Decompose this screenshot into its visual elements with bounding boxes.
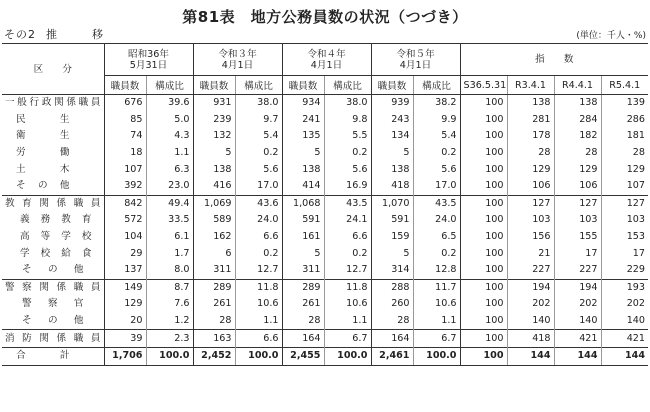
cell-value: 931: [193, 95, 235, 112]
cell-value: 2,461: [371, 347, 413, 365]
cell-value: 140: [554, 313, 601, 330]
cell-value: 100: [460, 229, 507, 246]
cell-value: 24.0: [235, 212, 282, 229]
table-body: [2, 95, 648, 366]
cell-value: 28: [193, 313, 235, 330]
cell-value: 202: [601, 296, 648, 313]
cell-value: 1,070: [371, 195, 413, 212]
row-label: 土木: [2, 161, 104, 178]
cell-value: 103: [507, 212, 554, 229]
cell-value: 11.8: [324, 279, 371, 296]
cell-value: 5: [371, 245, 413, 262]
cell-value: 164: [282, 330, 324, 348]
table-row: [2, 313, 648, 330]
cell-value: 289: [282, 279, 324, 296]
cell-value: 202: [554, 296, 601, 313]
cell-value: 281: [507, 112, 554, 129]
cell-value: 5.6: [324, 161, 371, 178]
row-label: 一般行政関係職員: [2, 95, 104, 112]
cell-value: 49.4: [146, 195, 193, 212]
table-row: [2, 262, 648, 279]
header-count: 職員数: [371, 76, 413, 95]
cell-value: 17: [554, 245, 601, 262]
table-row: [2, 195, 648, 212]
unit-label: (単位：千人・%): [576, 31, 646, 41]
header-index-col: S36.5.31: [460, 76, 507, 95]
table-row: [2, 229, 648, 246]
cell-value: 229: [601, 262, 648, 279]
cell-value: 153: [601, 229, 648, 246]
cell-value: 140: [601, 313, 648, 330]
cell-value: 144: [554, 347, 601, 365]
cell-value: 1,069: [193, 195, 235, 212]
cell-value: 1.1: [413, 313, 460, 330]
header-ratio: 構成比: [146, 76, 193, 95]
cell-value: 261: [193, 296, 235, 313]
cell-value: 144: [601, 347, 648, 365]
cell-value: 392: [104, 178, 146, 195]
cell-value: 162: [193, 229, 235, 246]
header-ratio: 構成比: [324, 76, 371, 95]
row-label: 労働: [2, 145, 104, 162]
cell-value: 100: [460, 95, 507, 112]
cell-value: 418: [371, 178, 413, 195]
cell-value: 156: [507, 229, 554, 246]
cell-value: 6.1: [146, 229, 193, 246]
cell-value: 284: [554, 112, 601, 129]
cell-value: 286: [601, 112, 648, 129]
cell-value: 24.0: [413, 212, 460, 229]
cell-value: 288: [371, 279, 413, 296]
table-row: [2, 145, 648, 162]
cell-value: 100: [460, 112, 507, 129]
cell-value: 10.6: [324, 296, 371, 313]
cell-value: 100: [460, 161, 507, 178]
cell-value: 227: [507, 262, 554, 279]
cell-value: 100.0: [413, 347, 460, 365]
cell-value: 28: [554, 145, 601, 162]
cell-value: 23.0: [146, 178, 193, 195]
cell-value: 1,068: [282, 195, 324, 212]
subtitle: [4, 26, 115, 42]
table-header: [2, 44, 648, 95]
cell-value: 127: [554, 195, 601, 212]
cell-value: 243: [371, 112, 413, 129]
row-label: その他: [2, 178, 104, 195]
header-period-2: [282, 44, 371, 76]
cell-value: 418: [507, 330, 554, 348]
cell-value: 163: [193, 330, 235, 348]
cell-value: 572: [104, 212, 146, 229]
cell-value: 0.2: [324, 145, 371, 162]
cell-value: 421: [601, 330, 648, 348]
header-period-line: 令和４年: [307, 48, 346, 60]
cell-value: 8.0: [146, 262, 193, 279]
cell-value: 85: [104, 112, 146, 129]
cell-value: 842: [104, 195, 146, 212]
subtitle-part: その2: [4, 28, 36, 41]
header-period-line: 4月1日: [310, 59, 343, 71]
cell-value: 676: [104, 95, 146, 112]
row-label: 合計: [2, 347, 104, 365]
cell-value: 39.6: [146, 95, 193, 112]
cell-value: 100: [460, 212, 507, 229]
cell-value: 182: [554, 128, 601, 145]
cell-value: 138: [507, 95, 554, 112]
header-index-col: R4.4.1: [554, 76, 601, 95]
cell-value: 2,452: [193, 347, 235, 365]
cell-value: 181: [601, 128, 648, 145]
cell-value: 5.4: [413, 128, 460, 145]
cell-value: 43.5: [413, 195, 460, 212]
cell-value: 43.6: [235, 195, 282, 212]
header-ratio: 構成比: [235, 76, 282, 95]
header-count: 職員数: [104, 76, 146, 95]
table-row: [2, 128, 648, 145]
cell-value: 161: [282, 229, 324, 246]
cell-value: 39: [104, 330, 146, 348]
cell-value: 5: [371, 145, 413, 162]
header-period-line: 4月1日: [221, 59, 254, 71]
cell-value: 164: [371, 330, 413, 348]
cell-value: 0.2: [413, 245, 460, 262]
cell-value: 38.0: [324, 95, 371, 112]
cell-value: 132: [193, 128, 235, 145]
page-title: 第81表 地方公務員数の状況（つづき）: [182, 8, 468, 26]
table-row: [2, 161, 648, 178]
header-period-line: 4月1日: [399, 59, 432, 71]
row-label: その他: [2, 262, 104, 279]
staff-table: [2, 43, 648, 366]
cell-value: 28: [601, 145, 648, 162]
cell-value: 74: [104, 128, 146, 145]
cell-value: 239: [193, 112, 235, 129]
cell-value: 5.4: [235, 128, 282, 145]
cell-value: 107: [601, 178, 648, 195]
cell-value: 1,706: [104, 347, 146, 365]
cell-value: 127: [507, 195, 554, 212]
table-row: [2, 296, 648, 313]
cell-value: 106: [554, 178, 601, 195]
cell-value: 0.2: [235, 145, 282, 162]
cell-value: 178: [507, 128, 554, 145]
cell-value: 17.0: [413, 178, 460, 195]
cell-value: 129: [104, 296, 146, 313]
cell-value: 16.9: [324, 178, 371, 195]
cell-value: 241: [282, 112, 324, 129]
cell-value: 11.8: [235, 279, 282, 296]
table-row: [2, 178, 648, 195]
row-label: 民生: [2, 112, 104, 129]
cell-value: 10.6: [413, 296, 460, 313]
cell-value: 100: [460, 347, 507, 365]
cell-value: 289: [193, 279, 235, 296]
cell-value: 591: [282, 212, 324, 229]
cell-value: 6: [193, 245, 235, 262]
cell-value: 5: [282, 145, 324, 162]
cell-value: 103: [554, 212, 601, 229]
cell-value: 193: [601, 279, 648, 296]
cell-value: 135: [282, 128, 324, 145]
cell-value: 1.7: [146, 245, 193, 262]
row-label: 教育関係職員: [2, 195, 104, 212]
cell-value: 416: [193, 178, 235, 195]
cell-value: 28: [507, 145, 554, 162]
row-label: その他: [2, 313, 104, 330]
table-row: [2, 245, 648, 262]
header-period-1: [193, 44, 282, 76]
cell-value: 1.1: [146, 145, 193, 162]
cell-value: 6.6: [324, 229, 371, 246]
cell-value: 311: [282, 262, 324, 279]
cell-value: 28: [282, 313, 324, 330]
cell-value: 1.1: [235, 313, 282, 330]
cell-value: 100: [460, 145, 507, 162]
header-period-line: 5月31日: [129, 59, 168, 71]
cell-value: 414: [282, 178, 324, 195]
row-label: 義務教育: [2, 212, 104, 229]
cell-value: 129: [554, 161, 601, 178]
cell-value: 29: [104, 245, 146, 262]
header-period-3: [371, 44, 460, 76]
cell-value: 155: [554, 229, 601, 246]
cell-value: 5.5: [324, 128, 371, 145]
cell-value: 100: [460, 330, 507, 348]
cell-value: 138: [554, 95, 601, 112]
header-period-line: 令和５年: [396, 48, 435, 60]
cell-value: 5: [282, 245, 324, 262]
cell-value: 100: [460, 178, 507, 195]
cell-value: 1.1: [324, 313, 371, 330]
row-label: 警察官: [2, 296, 104, 313]
cell-value: 421: [554, 330, 601, 348]
cell-value: 127: [601, 195, 648, 212]
cell-value: 140: [507, 313, 554, 330]
cell-value: 2.3: [146, 330, 193, 348]
cell-value: 107: [104, 161, 146, 178]
cell-value: 934: [282, 95, 324, 112]
cell-value: 1.2: [146, 313, 193, 330]
cell-value: 104: [104, 229, 146, 246]
cell-value: 0.2: [324, 245, 371, 262]
table-row: [2, 212, 648, 229]
cell-value: 144: [507, 347, 554, 365]
cell-value: 7.6: [146, 296, 193, 313]
cell-value: 194: [507, 279, 554, 296]
cell-value: 129: [507, 161, 554, 178]
header-count: 職員数: [193, 76, 235, 95]
table-row: [2, 95, 648, 112]
header-category: 区 分: [2, 44, 104, 95]
cell-value: 100.0: [324, 347, 371, 365]
header-period-0: [104, 44, 193, 76]
row-label: 衛生: [2, 128, 104, 145]
cell-value: 4.3: [146, 128, 193, 145]
cell-value: 100.0: [146, 347, 193, 365]
header-count: 職員数: [282, 76, 324, 95]
cell-value: 6.5: [413, 229, 460, 246]
header-index-col: R3.4.1: [507, 76, 554, 95]
cell-value: 103: [601, 212, 648, 229]
cell-value: 6.6: [235, 330, 282, 348]
table-row: [2, 347, 648, 365]
cell-value: 159: [371, 229, 413, 246]
cell-value: 129: [601, 161, 648, 178]
row-label: 高等学校: [2, 229, 104, 246]
cell-value: 6.3: [146, 161, 193, 178]
cell-value: 138: [193, 161, 235, 178]
cell-value: 5.6: [235, 161, 282, 178]
cell-value: 12.8: [413, 262, 460, 279]
cell-value: 6.7: [413, 330, 460, 348]
cell-value: 939: [371, 95, 413, 112]
cell-value: 8.7: [146, 279, 193, 296]
cell-value: 38.0: [235, 95, 282, 112]
cell-value: 314: [371, 262, 413, 279]
cell-value: 9.7: [235, 112, 282, 129]
cell-value: 33.5: [146, 212, 193, 229]
cell-value: 43.5: [324, 195, 371, 212]
header-period-line: 昭和36年: [128, 48, 169, 60]
cell-value: 17: [601, 245, 648, 262]
cell-value: 20: [104, 313, 146, 330]
cell-value: 149: [104, 279, 146, 296]
cell-value: 17.0: [235, 178, 282, 195]
cell-value: 21: [507, 245, 554, 262]
cell-value: 311: [193, 262, 235, 279]
cell-value: 38.2: [413, 95, 460, 112]
cell-value: 2,455: [282, 347, 324, 365]
cell-value: 28: [371, 313, 413, 330]
cell-value: 138: [282, 161, 324, 178]
cell-value: 137: [104, 262, 146, 279]
header-ratio: 構成比: [413, 76, 460, 95]
cell-value: 11.7: [413, 279, 460, 296]
cell-value: 100: [460, 279, 507, 296]
cell-value: 9.8: [324, 112, 371, 129]
cell-value: 100.0: [235, 347, 282, 365]
header-index-col: R5.4.1: [601, 76, 648, 95]
cell-value: 100: [460, 245, 507, 262]
row-label: 警察関係職員: [2, 279, 104, 296]
cell-value: 134: [371, 128, 413, 145]
cell-value: 589: [193, 212, 235, 229]
cell-value: 0.2: [413, 145, 460, 162]
cell-value: 100: [460, 195, 507, 212]
cell-value: 9.9: [413, 112, 460, 129]
cell-value: 5.0: [146, 112, 193, 129]
row-label: 消防関係職員: [2, 330, 104, 348]
header-period-line: 令和３年: [218, 48, 257, 60]
subtitle-name: 推 移: [46, 28, 115, 41]
cell-value: 0.2: [235, 245, 282, 262]
cell-value: 202: [507, 296, 554, 313]
cell-value: 100: [460, 128, 507, 145]
row-label: 学校給食: [2, 245, 104, 262]
cell-value: 261: [282, 296, 324, 313]
table-row: [2, 330, 648, 348]
cell-value: 12.7: [235, 262, 282, 279]
cell-value: 12.7: [324, 262, 371, 279]
cell-value: 6.6: [235, 229, 282, 246]
cell-value: 139: [601, 95, 648, 112]
cell-value: 100: [460, 296, 507, 313]
table-row: [2, 112, 648, 129]
cell-value: 24.1: [324, 212, 371, 229]
cell-value: 5: [193, 145, 235, 162]
cell-value: 10.6: [235, 296, 282, 313]
cell-value: 227: [554, 262, 601, 279]
cell-value: 100: [460, 313, 507, 330]
cell-value: 106: [507, 178, 554, 195]
cell-value: 100: [460, 262, 507, 279]
table-row: [2, 279, 648, 296]
header-index: 指 数: [460, 44, 648, 76]
cell-value: 194: [554, 279, 601, 296]
cell-value: 591: [371, 212, 413, 229]
cell-value: 5.6: [413, 161, 460, 178]
cell-value: 6.7: [324, 330, 371, 348]
cell-value: 18: [104, 145, 146, 162]
cell-value: 260: [371, 296, 413, 313]
cell-value: 138: [371, 161, 413, 178]
